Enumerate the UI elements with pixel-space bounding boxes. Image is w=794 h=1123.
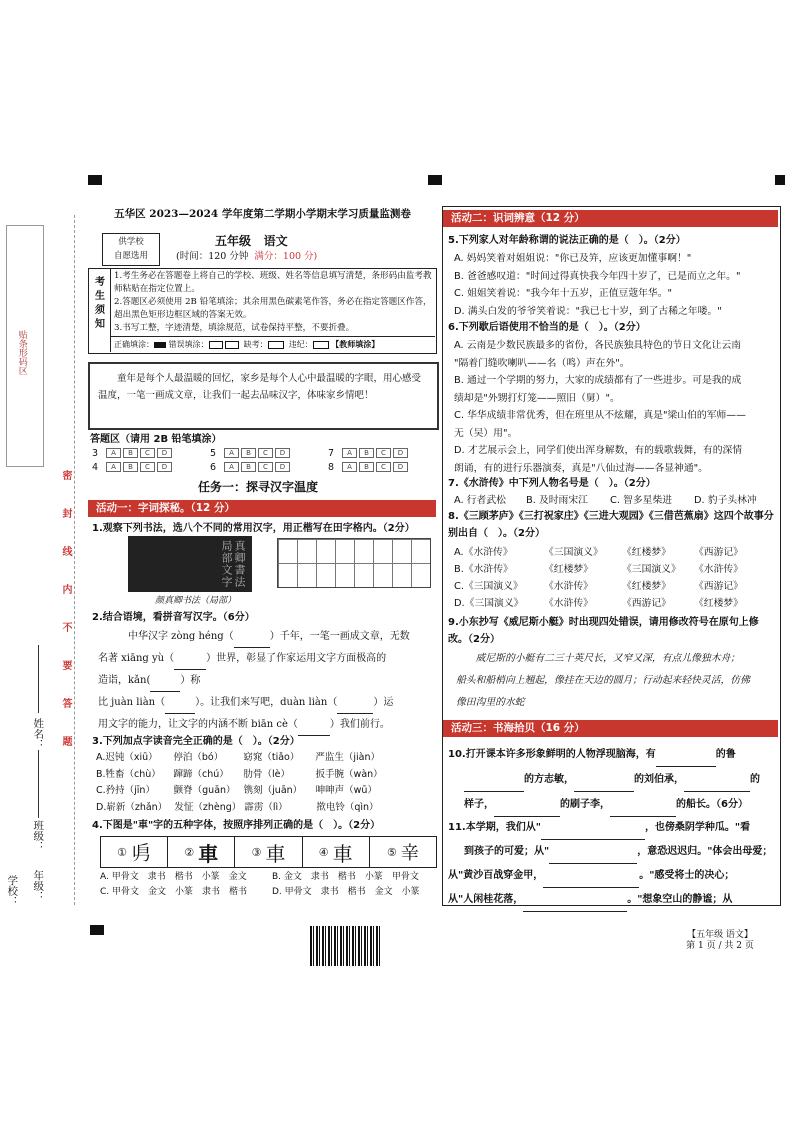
q8-text: 8.《三顾茅庐》《三打祝家庄》《三进大观园》《三借芭蕉扇》这四个故事分别出自（ ）。（2分） xyxy=(448,511,774,539)
absent-checkbox[interactable] xyxy=(268,341,284,349)
q2-text: 2.结合语境，看拼音写汉字。（6分） xyxy=(92,612,255,623)
notice-row-divider xyxy=(110,336,435,337)
notice-divider xyxy=(110,268,111,352)
answer-row xyxy=(92,448,210,459)
answer-row xyxy=(328,462,436,473)
q4-options xyxy=(100,870,440,900)
calligraphy-glyphs: 真卿書法局部文字 xyxy=(220,540,246,588)
bubble-c[interactable]: C xyxy=(258,448,273,458)
fill-wrong-label: 错误填涂： xyxy=(168,340,209,349)
activity2-header: 活动二：识词辨意（12 分） xyxy=(443,210,778,227)
activity1-header: 活动一：字词探秘。（12 分） xyxy=(88,500,436,517)
bubble-d[interactable]: D xyxy=(275,462,290,472)
q11: 11.本学期，我们从" ，也傍桑阴学种瓜。"看 到孩子的可爱；从" ，意恐迟迟归。"体会出母爱； 从"黄沙百战穿金甲， 。"感受将士的决心； 从"人闲桂花落， 。"想象空山的静谧；从 xyxy=(448,816,774,912)
calligraphy-caption: 颜真卿书法（局部） xyxy=(155,596,237,606)
script-cell: ① 𠂣 xyxy=(101,837,168,867)
registration-mark xyxy=(428,175,442,185)
bubble-b[interactable]: B xyxy=(241,462,256,472)
bubble-d[interactable]: D xyxy=(393,462,408,472)
footer-subject: 【五年级 语文】 xyxy=(687,930,753,940)
notice-item: 1.考生务必在答题卷上将自己的学校、班级、姓名等信息填写清楚，条形码由监考教师粘贴在指定位置上。 xyxy=(114,271,432,294)
name-line xyxy=(38,645,39,713)
school-label: 学校： xyxy=(6,875,19,907)
q4-option[interactable]: C. 甲骨文 金文 小篆 隶书 楷书 xyxy=(100,887,248,897)
answer-row xyxy=(92,462,210,473)
school-box-line: 供学校 xyxy=(118,237,144,247)
full-score: 满分：100 分) xyxy=(254,251,318,262)
q11-blank[interactable] xyxy=(541,839,645,840)
notice-label-char: 须 xyxy=(95,305,105,316)
bubble-b[interactable]: B xyxy=(359,462,374,472)
registration-mark xyxy=(88,175,102,185)
q7-option[interactable]: B. 及时雨宋江 xyxy=(526,495,588,506)
question-number: 4 xyxy=(92,461,99,473)
answer-row xyxy=(210,448,328,459)
teacher-fill-label: 【教师填涂】 xyxy=(331,339,380,349)
bubble-a[interactable]: A xyxy=(224,462,239,472)
bubble-a[interactable]: A xyxy=(224,448,239,458)
time-score xyxy=(176,250,317,264)
q9-line: 像田沟里的水蛇 xyxy=(456,697,525,708)
q9-passage[interactable] xyxy=(456,648,776,714)
q8-option[interactable]: D.《三国演义》 《水浒传》 《西游记》 《红楼梦》 xyxy=(454,598,743,609)
bubble-d[interactable]: D xyxy=(157,448,172,458)
q11-blank[interactable] xyxy=(543,887,639,888)
q2-seg: ）称 xyxy=(180,675,201,686)
notice-item: 2.答题区必须使用 2B 铅笔填涂；其余用黑色碳素笔作答，务必在指定答题区作答，超出黑色矩形边框区域的答案无效。 xyxy=(114,297,432,320)
q4-option[interactable]: D. 甲骨文 隶书 楷书 金文 小篆 xyxy=(272,887,420,897)
answer-row xyxy=(210,462,328,473)
q6-option-cont: 朗诵，有的进行乐器演奏，真是"八仙过海——各显神通"。 xyxy=(454,462,708,474)
q8-option[interactable]: C.《三国演义》 《水浒传》 《红楼梦》 《西游记》 xyxy=(454,581,743,592)
notice-label-char: 生 xyxy=(95,291,105,302)
q10: 10.打开课本许多形象鲜明的人物浮现脑海，有 的鲁 的方志敏， 的刘伯承， 的 样子， 的刷子李， 的船长。（6分） xyxy=(448,742,774,817)
q1-text: 1.观察下列书法，选八个不同的常用汉字，用正楷写在田字格内。（2分） xyxy=(92,523,415,534)
q6-text: 6.下列歇后语使用不恰当的是（ ）。（2分） xyxy=(448,322,646,333)
seal-line xyxy=(74,215,75,905)
registration-mark xyxy=(775,175,785,185)
q2-seg: 用文字的能力，让文字的内涵不断 biān cè（ xyxy=(98,719,298,730)
q8-option[interactable]: A.《水浒传》 《三国演义》 《红楼梦》 《西游记》 xyxy=(454,547,743,558)
q6-option[interactable]: C. 华华成绩非常优秀，但在班里从不炫耀，真是"梁山伯的军师—— xyxy=(454,410,746,421)
barcode xyxy=(310,926,380,966)
q5-option[interactable]: C. 姐姐笑着说："我今年十五岁，正值豆蔻年华。" xyxy=(454,288,673,299)
bubble-a[interactable]: A xyxy=(342,448,357,458)
bubble-a[interactable]: A xyxy=(106,448,121,458)
intro-text: 童年是每个人最温暖的回忆，家乡是每个人心中最温暖的字眼，用心感受温度，一笔一画成文章，让我们一起去品味汉字，体味家乡情吧！ xyxy=(98,373,422,401)
notice-lines xyxy=(114,270,432,335)
q5-text: 5.下列家人对年龄称谓的说法正确的是（ ）。（2分） xyxy=(448,235,686,246)
q8-options xyxy=(454,544,776,612)
q11-blank[interactable] xyxy=(549,863,637,864)
fill-example-row xyxy=(114,340,434,350)
q7-option[interactable]: C. 智多星柴进 xyxy=(610,495,673,506)
filled-bubble-icon xyxy=(154,342,166,348)
grade-title xyxy=(215,232,288,249)
script-cell: ⑤ 𨐌 xyxy=(386,843,419,864)
q2-seg: ）千年，一笔一画成文章，无数 xyxy=(269,631,410,642)
script-cell: ② 車 xyxy=(168,837,235,867)
q10-blank[interactable] xyxy=(464,791,524,792)
bubble-c[interactable]: C xyxy=(376,462,391,472)
bubble-b[interactable]: B xyxy=(359,448,374,458)
wrong-bubble-icon xyxy=(225,341,239,349)
q10-blank[interactable] xyxy=(684,791,750,792)
q4-option[interactable]: A. 甲骨文 隶书 楷书 小篆 金文 xyxy=(100,872,247,882)
q2-seg: ）运 xyxy=(373,697,394,708)
q7-options xyxy=(454,493,776,508)
q4-script-row xyxy=(100,836,437,868)
cheat-label: 违纪： xyxy=(288,340,313,349)
tianzige-grid[interactable] xyxy=(277,538,431,588)
bubble-c[interactable]: C xyxy=(376,448,391,458)
q2-blank[interactable] xyxy=(298,735,330,736)
q2-passage xyxy=(92,626,437,736)
q5-option[interactable]: B. 爸爸感叹道："时间过得真快我今年四十岁了，已是而立之年。" xyxy=(454,270,741,282)
q9-line: 威尼斯的小艇有二三十英尺长，又窄又深，有点儿像独木舟； xyxy=(475,653,741,664)
question-number: 7 xyxy=(328,447,335,459)
bubble-c[interactable]: C xyxy=(140,462,155,472)
q5-options xyxy=(454,250,776,320)
time-limit: (时间：120 分钟 xyxy=(176,251,249,262)
footer xyxy=(680,930,760,952)
q10-blank[interactable] xyxy=(574,791,634,792)
answer-area-title: 答题区（请用 2B 铅笔填涂） xyxy=(90,434,222,445)
q7-option[interactable]: D. 豹子头林冲 xyxy=(694,495,757,506)
answer-row xyxy=(328,448,436,459)
q5-option[interactable]: D. 满头白发的爷爷笑着说："我已七十岁，到了古稀之年喽。" xyxy=(454,305,722,317)
script-cell: ④ 車 xyxy=(303,837,370,867)
q7-option[interactable]: A. 行者武松 xyxy=(454,495,506,506)
bubble-a[interactable]: A xyxy=(106,462,121,472)
bubble-b[interactable]: B xyxy=(241,448,256,458)
q2-seg: 中华汉字 zòng héng（ xyxy=(128,631,234,642)
task1-title: 任务一：探寻汉字温度 xyxy=(198,480,319,494)
q4-option[interactable]: B. 金文 隶书 楷书 小篆 甲骨文 xyxy=(272,872,419,882)
exam-title: 五华区 2023—2024 学年度第二学期小学期末学习质量监测卷 xyxy=(114,208,411,220)
q6-option[interactable]: D. 才艺展示会上，同学们使出浑身解数，有的载歌载舞，有的深情 xyxy=(454,445,743,456)
bubble-c[interactable]: C xyxy=(258,462,273,472)
q2-seg: 比 juàn liàn（ xyxy=(98,697,166,708)
q6-options xyxy=(454,337,776,477)
footer-page: 第 1 页 / 共 2 页 xyxy=(686,940,754,951)
calligraphy-image xyxy=(128,536,252,592)
bubble-d[interactable]: D xyxy=(157,462,172,472)
q6-option[interactable]: B. 通过一个学期的努力，大家的成绩都有了一些进步。可是我的成 xyxy=(454,375,742,386)
subject: 语文 xyxy=(263,234,288,248)
registration-mark xyxy=(90,925,104,935)
school-optional-box xyxy=(102,233,160,266)
q6-option-cont: 绩却是"外甥打灯笼——照旧（舅）"。 xyxy=(454,392,620,404)
q3-option-row[interactable]: A.迟钝（xiū） 停泊（bó） 窈窕（tiǎo） 严监生（jiàn） xyxy=(96,752,380,763)
q11-blank[interactable] xyxy=(523,911,627,912)
school-box-line: 自愿选用 xyxy=(113,251,148,261)
q2-seg: 造诣，kǎn( xyxy=(98,675,151,686)
grade: 五年级 xyxy=(215,234,252,248)
fill-correct-label: 正确填涂： xyxy=(114,340,154,349)
q10-blank[interactable] xyxy=(656,766,716,767)
q2-seg: ）世界，彰显了作家运用文字方面极高的 xyxy=(206,653,387,664)
grade-label: 年级： xyxy=(32,870,45,902)
notice-label-char: 考 xyxy=(95,277,105,288)
cheat-checkbox[interactable] xyxy=(313,341,329,349)
bubble-d[interactable]: D xyxy=(393,448,408,458)
q2-seg: 名著 xiāng yù（ xyxy=(98,653,175,664)
question-number: 3 xyxy=(92,447,99,459)
bubble-b[interactable]: B xyxy=(123,462,138,472)
q3-option-row[interactable]: C.矜持（jīn） 颤脊（guān） 镌刻（juān） 呻呻声（wū） xyxy=(96,785,377,796)
q3-text: 3.下列加点字读音完全正确的是（ ）。（2分） xyxy=(92,736,300,747)
q9-line: 船头和船梢向上翘起，像挂在天边的圆月；行动起来轻快灵活，仿佛 xyxy=(456,675,750,686)
q3-option-row[interactable]: B.牲畜（chù） 蹿蹄（chú） 肋骨（lè） 扳手腕（wàn） xyxy=(96,768,383,780)
bubble-b[interactable]: B xyxy=(123,448,138,458)
bubble-d[interactable]: D xyxy=(275,448,290,458)
notice-item: 3.书写工整，字迹清楚，填涂规范，试卷保持平整，不要折叠。 xyxy=(114,323,355,333)
q9-text: 9.小东抄写《威尼斯小艇》时出现四处错误，请用修改符号在原句上修改。（2分） xyxy=(448,617,759,645)
name-label: 姓名： xyxy=(32,718,45,750)
notice-label xyxy=(92,276,108,332)
bubble-a[interactable]: A xyxy=(342,462,357,472)
q2-seg: ）我们前行。 xyxy=(329,719,390,730)
notice-label-char: 知 xyxy=(95,319,105,330)
q8-option[interactable]: B.《水浒传》 《红楼梦》 《三国演义》 《水浒传》 xyxy=(454,564,743,575)
absent-label: 缺考： xyxy=(243,340,268,349)
bubble-c[interactable]: C xyxy=(140,448,155,458)
q4-text: 4.下图是"車"字的五种字体，按照序排列正确的是（ ）。（2分） xyxy=(92,820,381,831)
activity3-header: 活动三：书海拾贝（16 分） xyxy=(443,720,778,737)
question-number: 6 xyxy=(210,461,217,473)
question-number: 8 xyxy=(328,461,335,473)
seal-line-text: 密 封 线 内 不 要 答 题 xyxy=(60,470,71,755)
q6-option[interactable]: A. 云南是少数民族最多的省份，各民族独具特色的节日文化让云南 xyxy=(454,340,742,351)
answer-grid xyxy=(92,446,437,474)
q2-seg: ）。让我们来写吧，duàn liàn（ xyxy=(195,697,338,708)
question-number: 5 xyxy=(210,447,217,459)
q3-option-row[interactable]: D.崭新（zhǎn） 发怔（zhèng） 霹雳（lì） 揿电铃（qìn） xyxy=(96,801,379,813)
q5-option[interactable]: A. 妈妈笑着对姐姐说："你已及笄，应该更加懂事啊！" xyxy=(454,253,692,264)
q3-options xyxy=(96,750,436,816)
script-cell: ③ 車 xyxy=(235,837,302,867)
wrong-bubble-icon xyxy=(209,341,223,349)
q6-option-cont: 无（吴）用"。 xyxy=(454,427,518,439)
class-line xyxy=(38,750,39,818)
class-label: 班级： xyxy=(32,820,45,852)
q6-option-cont: "隔着门缝吹喇叭——名（鸣）声在外"。 xyxy=(454,357,630,369)
barcode-note: 贴条形码区 xyxy=(16,330,27,375)
q7-text: 7.《水浒传》中下列人物名号是（ ）。（2分） xyxy=(448,478,656,489)
